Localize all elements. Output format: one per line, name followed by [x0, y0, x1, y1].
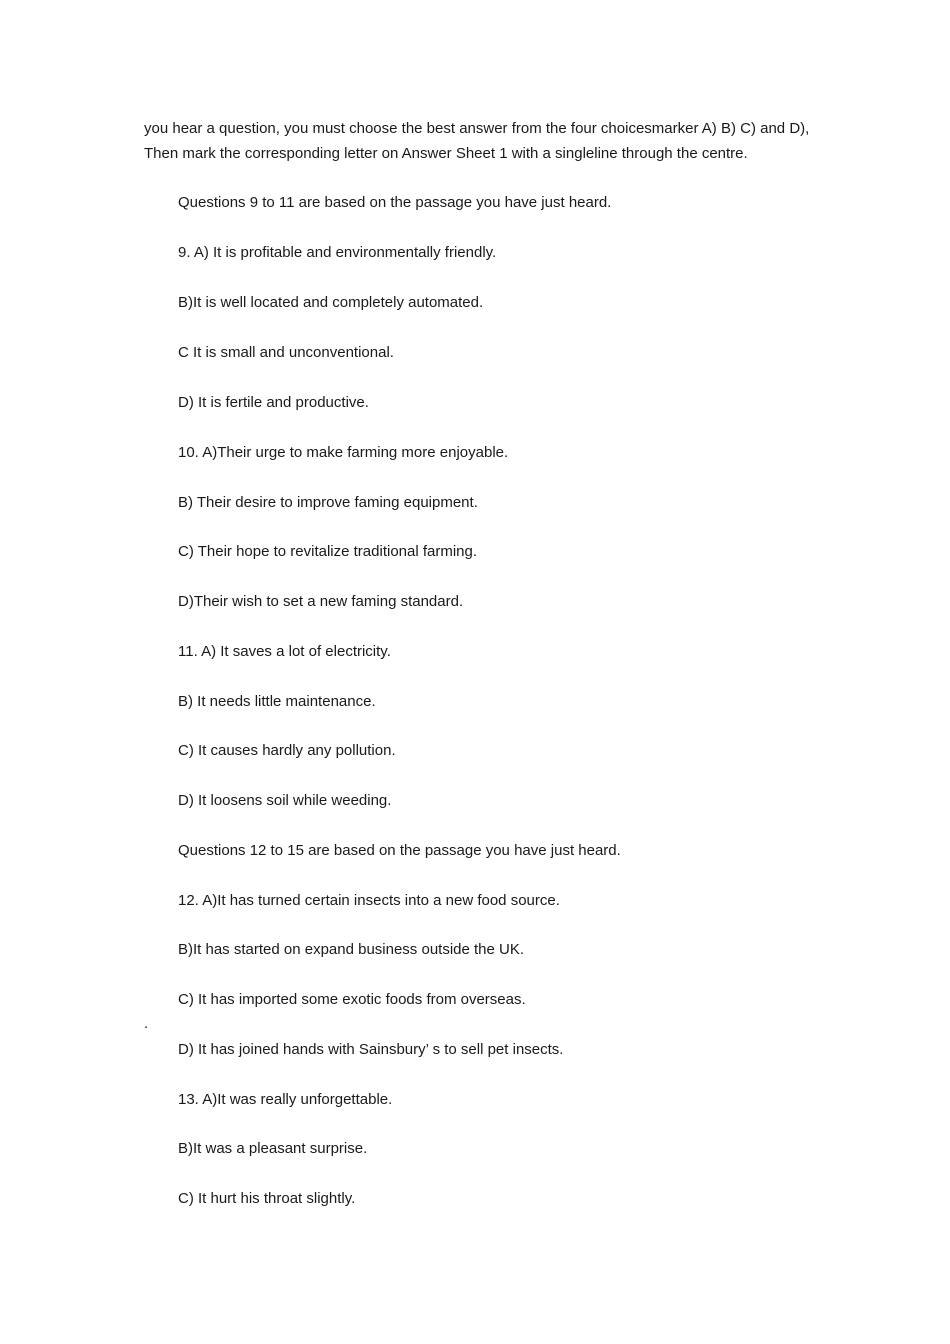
question-option: 9. A) It is profitable and environmentally friendly. — [178, 244, 497, 261]
question-option: B)It was a pleasant surprise. — [178, 1140, 368, 1157]
question-option: B)It has started on expand business outside the UK. — [178, 941, 525, 958]
question-option: 12. A)It has turned certain insects into a new food source. — [178, 892, 560, 909]
question-option: B)It is well located and completely automated. — [178, 294, 484, 311]
question-option: B) Their desire to improve faming equipment. — [178, 494, 478, 511]
question-option: C It is small and unconventional. — [178, 344, 394, 361]
question-option: C) It hurt his throat slightly. — [178, 1190, 356, 1207]
question-option: B) It needs little maintenance. — [178, 693, 376, 710]
question-option: D) It has joined hands with Sainsbury’ s to sell pet insects. — [178, 1041, 564, 1058]
question-option: 10. A)Their urge to make farming more enjoyable. — [178, 444, 509, 461]
instructions-paragraph: you hear a question, you must choose the best answer from the four choicesmarker A) B) C) and D), Then mark the corresponding letter on Answer Sheet 1 with a singleline through the centre. — [144, 120, 810, 162]
question-option: D)Their wish to set a new faming standard. — [178, 593, 464, 610]
question-option: C) It causes hardly any pollution. — [178, 742, 396, 759]
question-option: 11. A) It saves a lot of electricity. — [178, 643, 391, 660]
section-heading: Questions 12 to 15 are based on the passage you have just heard. — [178, 842, 621, 859]
question-option: C) It has imported some exotic foods from overseas. — [178, 991, 526, 1008]
question-option: C) Their hope to revitalize traditional farming. — [178, 543, 478, 560]
question-option: D) It is fertile and productive. — [178, 394, 369, 411]
section-heading: Questions 9 to 11 are based on the passage you have just heard. — [178, 194, 612, 211]
stray-mark: . — [144, 1015, 149, 1032]
question-option: D) It loosens soil while weeding. — [178, 792, 392, 809]
question-option: 13. A)It was really unforgettable. — [178, 1091, 393, 1108]
